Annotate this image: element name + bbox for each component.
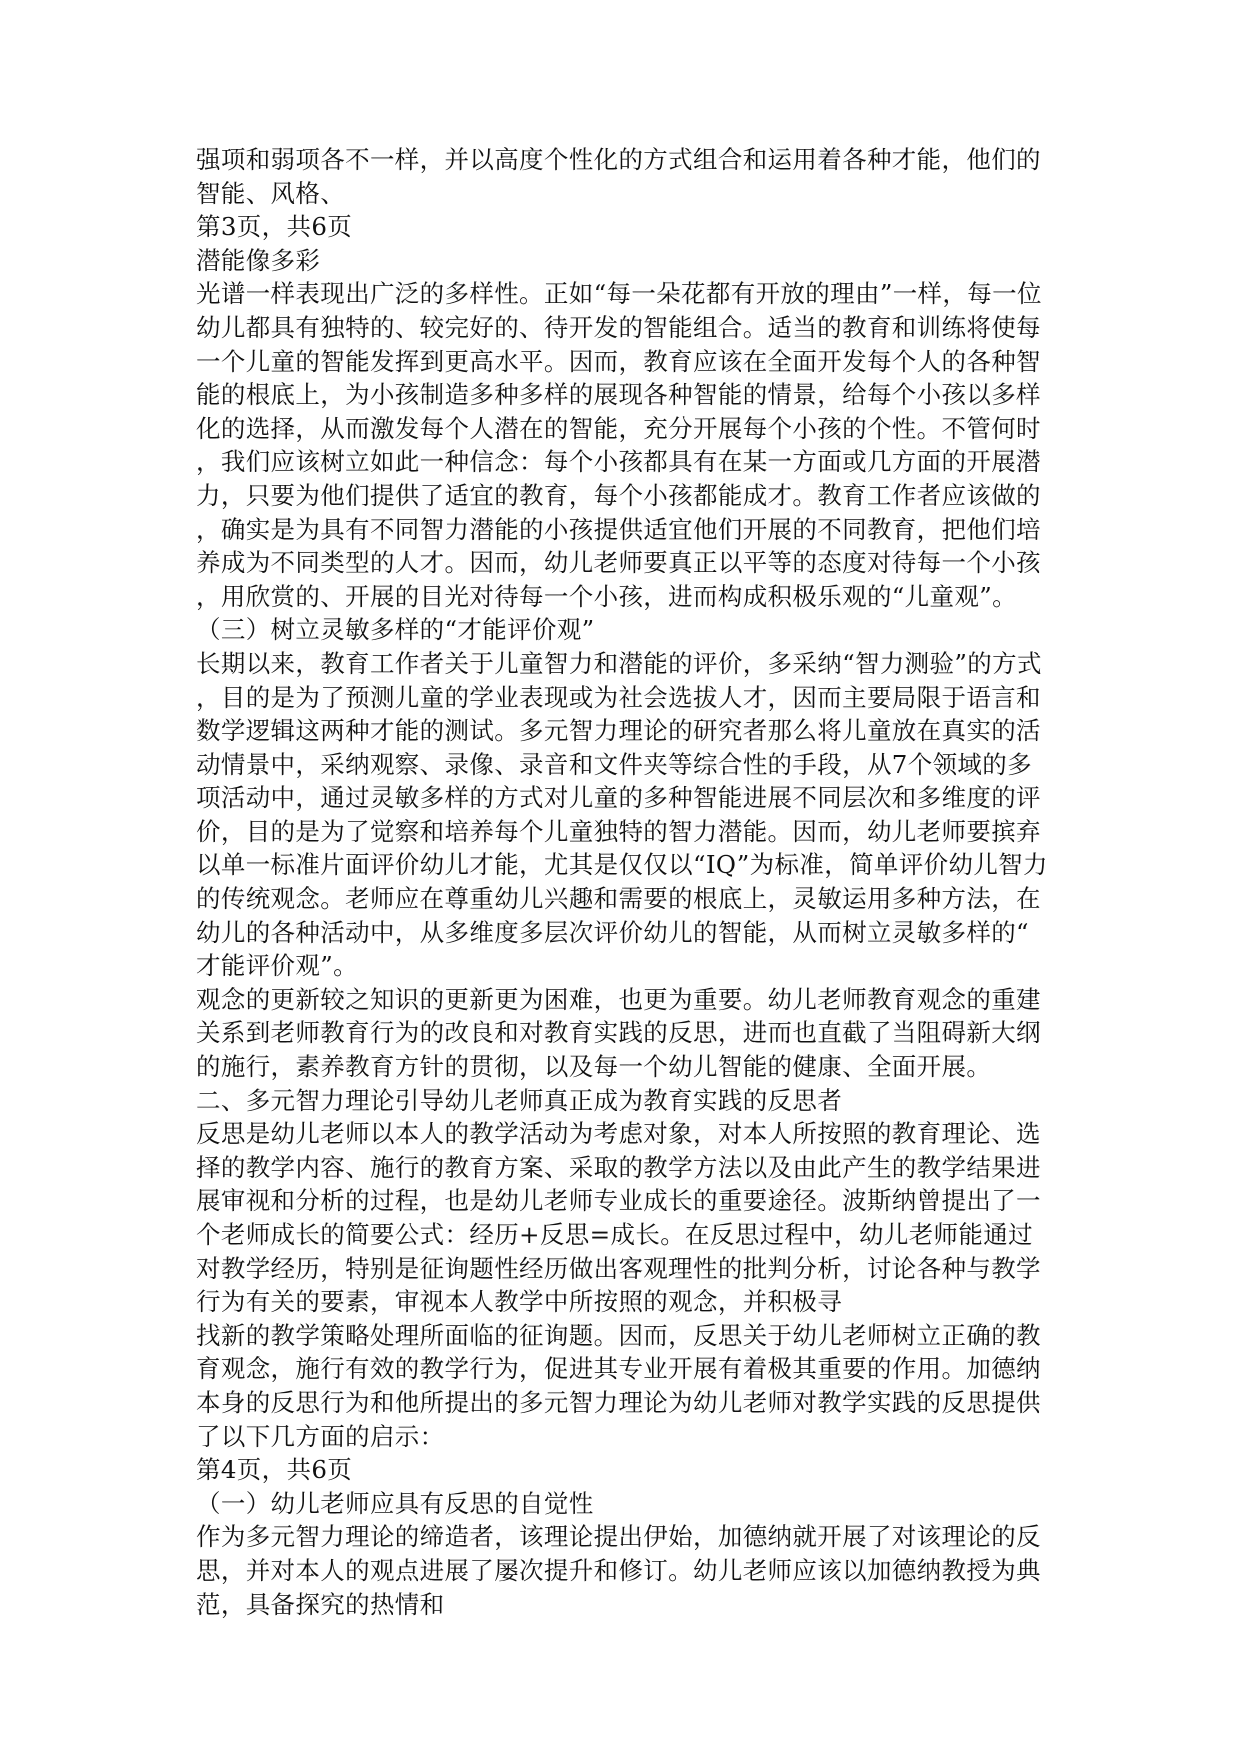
text-line: 幼儿的各种活动中，从多维度多层次评价幼儿的智能，从而树立灵敏多样的“ (196, 917, 1029, 947)
text-line: 项活动中，通过灵敏多样的方式对儿童的多种智能进展不同层次和多维度的评 (196, 783, 1041, 813)
text-line: 数学逻辑这两种才能的测试。多元智力理论的研究者那么将儿童放在真实的活 (196, 716, 1041, 746)
text-line: ，确实是为具有不同智力潜能的小孩提供适宜他们开展的不同教育，把他们培 (196, 514, 1041, 544)
text-line: ，用欣赏的、开展的目光对待每一个小孩，进而构成积极乐观的“儿童观”。 (196, 581, 1017, 611)
text-line: 幼儿都具有独特的、较完好的、待开发的智能组合。适当的教育和训练将使每 (196, 312, 1041, 342)
text-line: 范，具备探究的热情和 (196, 1589, 445, 1619)
text-line: 才能评价观”。 (196, 951, 358, 981)
text-line: 动情景中，采纳观察、录像、录音和文件夹等综合性的手段，从7个领域的多 (196, 749, 1032, 779)
text-line: 作为多元智力理论的缔造者，该理论提出伊始，加德纳就开展了对该理论的反 (196, 1522, 1041, 1552)
text-line: 价，目的是为了觉察和培养每个儿童独特的智力潜能。因而，幼儿老师要摈弃 (196, 816, 1041, 846)
text-line: 育观念，施行有效的教学行为，促进其专业开展有着极其重要的作用。加德纳 (196, 1354, 1041, 1384)
section-heading: （一）幼儿老师应具有反思的自觉性 (196, 1488, 594, 1518)
text-line: 力，只要为他们提供了适宜的教育，每个小孩都能成才。教育工作者应该做的 (196, 480, 1041, 510)
text-line: 个老师成长的简要公式：经历+反思=成长。在反思过程中，幼儿老师能通过 (196, 1220, 1033, 1249)
text-line: ，我们应该树立如此一种信念：每个小孩都具有在某一方面或几方面的开展潜 (196, 447, 1041, 477)
text-line: 关系到老师教育行为的改良和对教育实践的反思，进而也直截了当阻碍新大纲 (196, 1018, 1041, 1048)
page-number-label: 第4页，共6页 (196, 1455, 353, 1485)
text-line: 长期以来，教育工作者关于儿童智力和潜能的评价，多采纳“智力测验”的方式 (196, 648, 1042, 678)
text-line: 潜能像多彩 (196, 245, 321, 275)
text-line: 养成为不同类型的人才。因而，幼儿老师要真正以平等的态度对待每一个小孩 (196, 548, 1041, 578)
document-text (196, 143, 1056, 1621)
text-line: 找新的教学策略处理所面临的征询题。因而，反思关于幼儿老师树立正确的教 (196, 1320, 1041, 1350)
text-line: 展审视和分析的过程，也是幼儿老师专业成长的重要途径。波斯纳曾提出了一 (196, 1186, 1041, 1216)
text-line: 择的教学内容、施行的教育方案、采取的教学方法以及由此产生的教学结果进 (196, 1152, 1041, 1182)
text-line: 观念的更新较之知识的更新更为困难，也更为重要。幼儿老师教育观念的重建 (196, 984, 1041, 1014)
section-heading: 二、多元智力理论引导幼儿老师真正成为教育实践的反思者 (196, 1085, 843, 1115)
section-heading: （三）树立灵敏多样的“才能评价观” (196, 615, 595, 645)
text-line: 智能、风格、 (196, 178, 346, 208)
text-line: 思，并对本人的观点进展了屡次提升和修订。幼儿老师应该以加德纳教授为典 (196, 1555, 1041, 1585)
text-line: 了以下几方面的启示： (196, 1421, 445, 1451)
text-line: ，目的是为了预测儿童的学业表现或为社会选拔人才，因而主要局限于语言和 (196, 682, 1041, 712)
text-line: 对教学经历，特别是征询题性经历做出客观理性的批判分析，讨论各种与教学 (196, 1253, 1041, 1283)
text-line: 一个儿童的智能发挥到更高水平。因而，教育应该在全面开发每个人的各种智 (196, 346, 1041, 376)
page-number-label: 第3页，共6页 (196, 212, 353, 242)
text-line: 能的根底上，为小孩制造多种多样的展现各种智能的情景，给每个小孩以多样 (196, 380, 1041, 410)
text-line: 化的选择，从而激发每个人潜在的智能，充分开展每个小孩的个性。不管何时 (196, 413, 1041, 443)
text-line: 反思是幼儿老师以本人的教学活动为考虑对象，对本人所按照的教育理论、选 (196, 1119, 1041, 1149)
text-line: 光谱一样表现出广泛的多样性。正如“每一朵花都有开放的理由”一样，每一位 (196, 279, 1042, 309)
text-line: 本身的反思行为和他所提出的多元智力理论为幼儿老师对教学实践的反思提供 (196, 1387, 1041, 1417)
text-line: 强项和弱项各不一样，并以高度个性化的方式组合和运用着各种才能，他们的 (196, 145, 1041, 174)
text-line: 的施行，素养教育方针的贯彻，以及每一个幼儿智能的健康、全面开展。 (196, 1052, 992, 1082)
text-line: 行为有关的要素，审视本人教学中所按照的观念，并积极寻 (196, 1287, 843, 1317)
text-line: 的传统观念。老师应在尊重幼儿兴趣和需要的根底上，灵敏运用多种方法，在 (196, 884, 1041, 914)
text-line: 以单一标准片面评价幼儿才能，尤其是仅仅以“IQ”为标准，简单评价幼儿智力 (196, 850, 1048, 880)
